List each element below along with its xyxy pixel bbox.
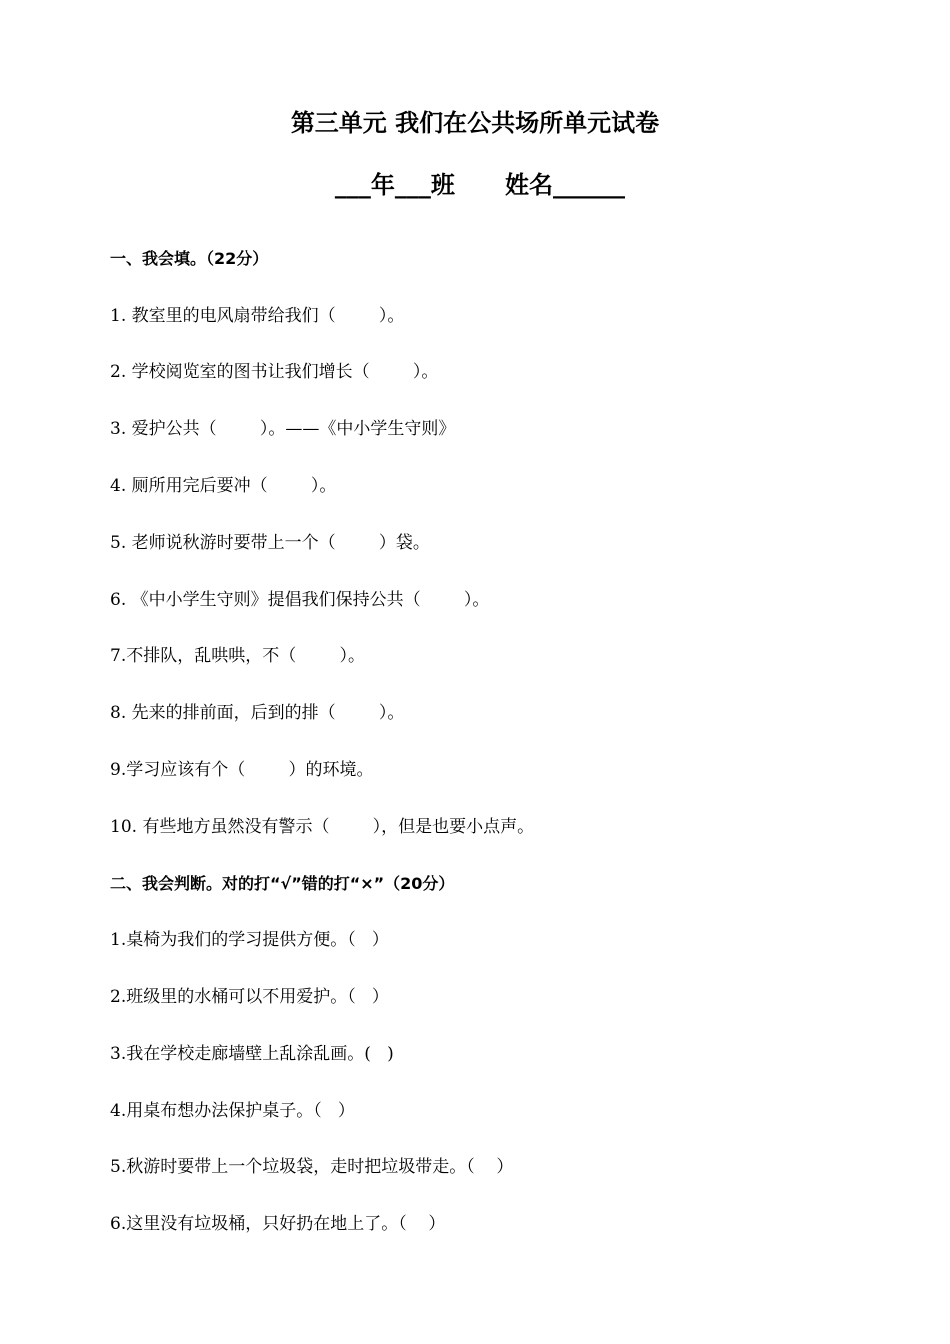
- judge-question-3: 3.我在学校走廊墙壁上乱涂乱画。( ): [110, 1044, 394, 1064]
- class-name-line: ___年___班 姓名______: [334, 171, 626, 199]
- judge-question-1: 1.桌椅为我们的学习提供方便。（ ）: [110, 930, 389, 950]
- fill-in-question-10: 10. 有些地方虽然没有警示（ ），但是也要小点声。: [110, 817, 535, 837]
- fill-in-question-8: 8. 先来的排前面，后到的排（ ）。: [110, 703, 405, 723]
- judge-question-5: 5.秋游时要带上一个垃圾袋，走时把垃圾带走。（ ）: [110, 1157, 514, 1177]
- fill-in-question-3: 3. 爱护公共（ ）。——《中小学生守则》: [110, 419, 456, 439]
- fill-in-question-7: 7.不排队，乱哄哄，不（ ）。: [110, 646, 365, 666]
- page-title: 第三单元 我们在公共场所单元试卷: [290, 109, 660, 137]
- judge-question-6: 6.这里没有垃圾桶，只好扔在地上了。（ ）: [110, 1214, 446, 1234]
- judge-question-2: 2.班级里的水桶可以不用爱护。（ ）: [110, 987, 389, 1007]
- judge-question-4: 4.用桌布想办法保护桌子。（ ）: [110, 1101, 355, 1121]
- fill-in-question-5: 5. 老师说秋游时要带上一个（ ）袋。: [110, 533, 430, 553]
- fill-in-question-6: 6. 《中小学生守则》提倡我们保持公共（ ）。: [110, 590, 490, 610]
- fill-in-question-2: 2. 学校阅览室的图书让我们增长（ ）。: [110, 362, 439, 382]
- fill-in-question-1: 1. 教室里的电风扇带给我们（ ）。: [110, 306, 405, 326]
- section-heading-true-false: 二、我会判断。对的打“√”错的打“×”（20分）: [110, 874, 455, 893]
- fill-in-question-9: 9.学习应该有个（ ）的环境。: [110, 760, 374, 780]
- section-heading-fill-in: 一、我会填。（22分）: [110, 249, 269, 268]
- fill-in-question-4: 4. 厕所用完后要冲（ ）。: [110, 476, 337, 496]
